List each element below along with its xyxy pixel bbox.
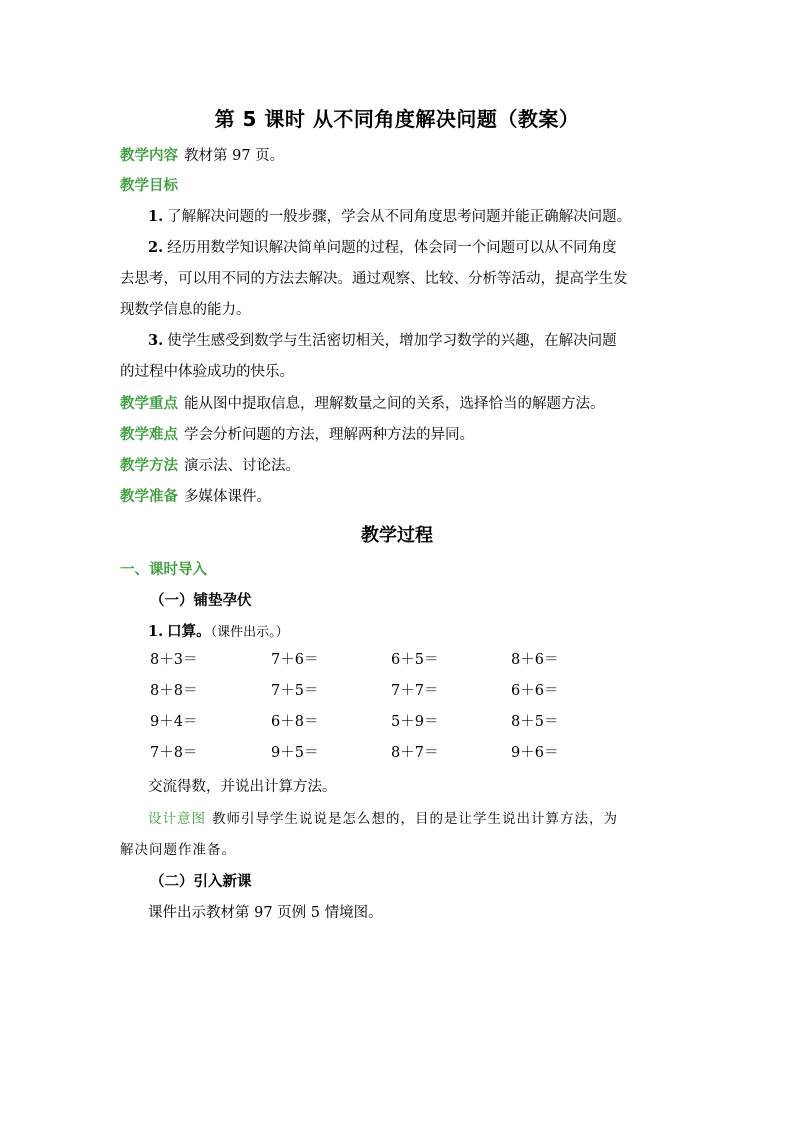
- subsection-1-text: （一）铺垫孕伏: [150, 593, 252, 609]
- calc-item: 8＋5＝: [511, 714, 559, 730]
- objective-2-line-1: [148, 238, 708, 258]
- teaching-content: [120, 146, 680, 166]
- oral-calc-label: 口算。: [167, 624, 211, 640]
- difficulty-label: 教学难点: [120, 427, 178, 443]
- key-point-label: 教学重点: [120, 396, 178, 412]
- calc-row: [150, 743, 610, 774]
- teaching-method-text: 演示法、讨论法。: [184, 458, 300, 474]
- design-intent-label: 设计意图: [148, 811, 206, 827]
- calc-item: 6＋5＝: [391, 652, 439, 668]
- teaching-preparation-text: 多媒体课件。: [184, 489, 271, 505]
- calc-item: 6＋8＝: [271, 714, 319, 730]
- design-intent-line-1: [148, 809, 708, 829]
- objective-3-line-1: [148, 331, 708, 351]
- objective-1-text: 了解解决问题的一般步骤，学会从不同角度思考问题并能正确解决问题。: [167, 209, 632, 225]
- difficulty-text: 学会分析问题的方法，理解两种方法的异同。: [184, 427, 474, 443]
- objective-2-line-3: 现数学信息的能力。: [120, 302, 251, 318]
- calc-item: 9＋4＝: [150, 714, 198, 730]
- key-point-text: 能从图中提取信息，理解数量之间的关系，选择恰当的解题方法。: [184, 396, 605, 412]
- objective-2-number: 2.: [148, 239, 164, 256]
- difficulty: [120, 425, 680, 445]
- oral-calc-grid: [150, 650, 610, 774]
- calc-item: 9＋6＝: [511, 745, 559, 761]
- process-title: 教学过程: [361, 525, 433, 546]
- calc-row: [150, 681, 610, 712]
- calc-item: 5＋9＝: [391, 714, 439, 730]
- calc-item: 9＋5＝: [271, 745, 319, 761]
- calc-item: 7＋5＝: [271, 683, 319, 699]
- objective-1: [148, 207, 708, 227]
- objectives-label: 教学目标: [120, 178, 178, 194]
- subsection-1-heading: [150, 591, 710, 611]
- section-1-heading-text: 一、课时导入: [120, 562, 207, 578]
- design-intent-line-2: 解决问题作准备。: [120, 842, 236, 858]
- objective-2-text-1: 经历用数学知识解决简单问题的过程，体会同一个问题可以从不同角度: [167, 240, 617, 256]
- teaching-content-label: 教学内容: [120, 148, 178, 164]
- calc-row: [150, 650, 610, 681]
- objectives-heading: [120, 176, 680, 196]
- oral-calc-note: （课件出示。）: [210, 625, 289, 640]
- design-intent-text-1: 教师引导学生说说是怎么想的，目的是让学生说出计算方法，为: [212, 811, 618, 827]
- calc-item: 7＋6＝: [271, 652, 319, 668]
- calc-item: 7＋8＝: [150, 745, 198, 761]
- calc-item: 8＋3＝: [150, 652, 198, 668]
- calc-row: [150, 712, 610, 743]
- teaching-method-label: 教学方法: [120, 458, 178, 474]
- page-title: 第 5 课时 从不同角度解决问题（教案）: [214, 107, 580, 131]
- calc-item: 8＋8＝: [150, 683, 198, 699]
- calc-item: 8＋7＝: [391, 745, 439, 761]
- section-1-heading: [120, 560, 680, 580]
- objective-3-line-2: 的过程中体验成功的快乐。: [120, 364, 294, 380]
- exchange-text: 交流得数，并说出计算方法。: [148, 779, 337, 795]
- calc-item: 6＋6＝: [511, 683, 559, 699]
- teaching-preparation: [120, 487, 680, 507]
- subsection-2-heading: [150, 872, 710, 892]
- subsection-2-text: （二）引入新课: [150, 874, 252, 890]
- calc-item: 8＋6＝: [511, 652, 559, 668]
- teaching-method: [120, 456, 680, 476]
- objective-3-number: 3.: [148, 332, 164, 349]
- oral-calc-heading: [148, 622, 708, 643]
- key-point: [120, 394, 680, 414]
- objective-3-text-1: 使学生感受到数学与生活密切相关，增加学习数学的兴趣，在解决问题: [167, 333, 617, 349]
- teaching-preparation-label: 教学准备: [120, 489, 178, 505]
- objective-2-line-2: 去思考，可以用不同的方法去解决。通过观察、比较、分析等活动，提高学生发: [120, 271, 628, 287]
- intro-text: 课件出示教材第 97 页例 5 情境图。: [148, 905, 383, 921]
- calc-item: 7＋7＝: [391, 683, 439, 699]
- teaching-content-text: 教材第 97 页。: [184, 148, 285, 164]
- oral-calc-number: 1.: [148, 623, 164, 640]
- objective-1-number: 1.: [148, 208, 164, 225]
